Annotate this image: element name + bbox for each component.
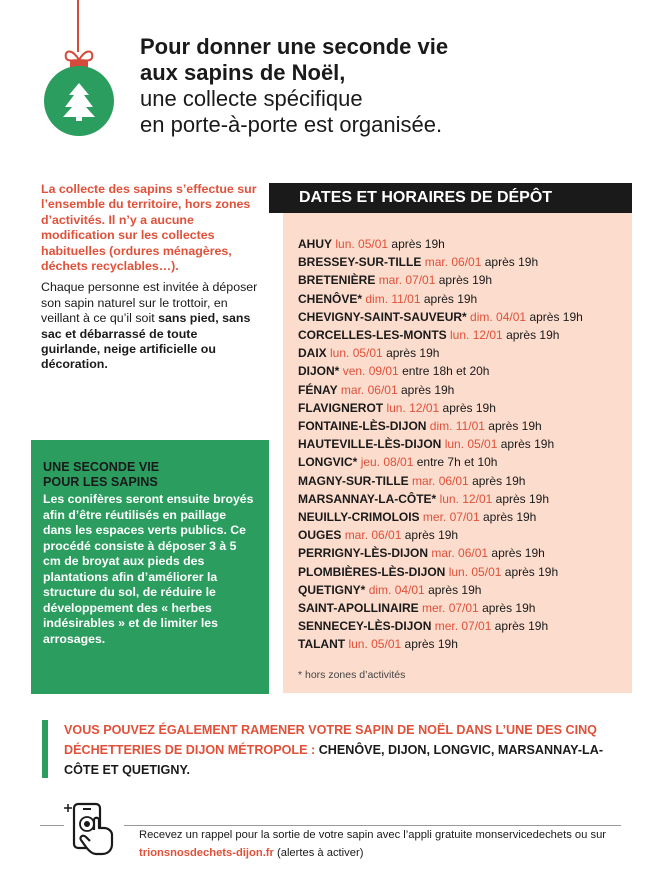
date-row: [298, 453, 628, 471]
date-row-time: après 19h: [391, 237, 445, 251]
date-row-town: PERRIGNY-LÈS-DIJON: [298, 546, 429, 561]
date-row-time: après 19h: [400, 382, 455, 397]
date-row-time: après 19h: [506, 328, 560, 343]
date-row-time: après 19h: [491, 546, 545, 561]
date-row-day: lun. 12/01: [439, 491, 493, 506]
date-row-town: NEUILLY-CRIMOLOIS: [298, 510, 420, 525]
date-row: [298, 544, 628, 562]
notice-bar: [42, 720, 48, 778]
date-row-town: AHUY: [298, 237, 333, 251]
date-row-day: lun. 05/01: [330, 346, 383, 361]
date-row-time: après 19h: [404, 528, 459, 543]
divider-left: [40, 825, 64, 826]
date-row-day: dim. 11/01: [429, 419, 485, 434]
date-row-day: jeu. 08/01: [360, 455, 414, 470]
date-row-day: mar. 06/01: [412, 473, 469, 488]
date-row: [298, 435, 628, 453]
second-life-title-line-2: POUR LES SAPINS: [43, 475, 158, 489]
date-row-day: lun. 12/01: [386, 400, 440, 415]
date-row-time: entre 18h et 20h: [402, 364, 490, 379]
dates-footnote: * hors zones d’activités: [298, 669, 406, 681]
intro-body-start: Chaque personne est invitée à déposer son sapin naturel sur le trottoir, en veillant à ce qu’il soit: [41, 280, 258, 326]
headline-line-1: Pour donner une seconde vie: [140, 34, 449, 59]
date-row: [298, 235, 628, 253]
date-row: [298, 417, 628, 435]
date-row-time: après 19h: [428, 582, 482, 597]
phone-hand-icon: [64, 800, 120, 858]
date-row-town: OUGES: [298, 528, 342, 543]
date-row-town: MARSANNAY-LA-CÔTE*: [298, 491, 437, 506]
date-row-town: QUETIGNY*: [298, 582, 366, 597]
date-row-town: HAUTEVILLE-LÈS-DIJON: [298, 437, 442, 452]
date-row-time: après 19h: [504, 564, 559, 579]
date-row-time: après 19h: [529, 309, 583, 324]
christmas-ornament-icon: [44, 66, 114, 136]
intro-body-bold: sans pied, sans sac et débarrassé de toute guirlande, neige artificielle ou décoration.: [41, 311, 251, 372]
second-life-title: [43, 460, 257, 490]
date-row-day: mar. 06/01: [344, 528, 402, 543]
date-row-day: lun. 05/01: [448, 564, 502, 579]
date-row-town: LONGVIC*: [298, 455, 358, 470]
date-row-time: après 19h: [484, 255, 539, 270]
date-row-time: après 19h: [495, 491, 550, 506]
date-row-day: mer. 07/01: [422, 601, 479, 616]
headline-line-2: aux sapins de Noël,: [140, 60, 346, 85]
date-row-town: SENNECEY-LÈS-DIJON: [298, 619, 432, 634]
headline-line-4: en porte-à-porte est organisée.: [140, 112, 443, 137]
date-row-day: ven. 09/01: [342, 364, 399, 379]
date-row-town: FÉNAY: [298, 382, 338, 397]
date-row-town: FLAVIGNEROT: [298, 400, 384, 415]
reminder-text-start: Recevez un rappel pour la sortie de votre sapin avec l’appli gratuite monservicedechets ou sur: [139, 829, 607, 841]
date-row-time: après 19h: [488, 419, 542, 434]
fir-tree-icon: [61, 81, 97, 121]
notice-dark-text: CHENÔVE, DIJON, LONGVIC, MARSANNAY-LA-CÔTE ET QUETIGNY.: [64, 743, 604, 777]
date-row: [298, 344, 628, 362]
date-row-town: DIJON*: [298, 364, 340, 379]
date-row-town: PLOMBIÈRES-LÈS-DIJON: [298, 564, 446, 579]
date-row: [298, 508, 628, 526]
dates-list: [298, 235, 628, 654]
date-row: [298, 326, 628, 344]
date-row: [298, 399, 628, 417]
date-row-day: lun. 05/01: [348, 637, 402, 652]
date-row: [298, 599, 628, 617]
date-row: [298, 271, 628, 289]
notice-red-text: VOUS POUVEZ ÉGALEMENT RAMENER VOTRE SAPIN DE NOËL DANS L’UNE DES CINQ DÉCHETTERIES DE DIJON MÉTROPOLE :: [64, 723, 597, 757]
date-row: [298, 635, 628, 653]
dates-box: [283, 183, 632, 693]
reminder-text: [139, 826, 609, 862]
date-row-time: après 19h: [423, 291, 478, 306]
website-link[interactable]: trionsnosdechets-dijon.fr: [139, 847, 274, 859]
dates-header: DATES ET HORAIRES DE DÉPÔT: [269, 183, 632, 213]
ornament-string: [77, 0, 79, 52]
date-row-time: après 19h: [482, 601, 536, 616]
date-row-town: BRETENIÈRE: [298, 273, 376, 288]
date-row-day: dim. 11/01: [365, 291, 421, 306]
date-row-day: lun. 12/01: [450, 328, 503, 343]
headline-line-3: une collecte spécifique: [140, 86, 363, 111]
date-row-day: mar. 06/01: [340, 382, 398, 397]
date-row-town: DAIX: [298, 346, 327, 361]
date-row-time: après 19h: [494, 619, 549, 634]
date-row: [298, 526, 628, 544]
date-row-town: MAGNY-SUR-TILLE: [298, 473, 409, 488]
second-life-box: [31, 440, 269, 694]
date-row-day: mar. 07/01: [378, 273, 436, 288]
date-row: [298, 362, 628, 380]
date-row-time: après 19h: [438, 273, 493, 288]
date-row-day: mar. 06/01: [424, 255, 482, 270]
date-row: [298, 581, 628, 599]
date-row-day: lun. 05/01: [444, 437, 498, 452]
date-row-time: après 19h: [442, 400, 496, 415]
date-row: [298, 290, 628, 308]
date-row-town: CHEVIGNY-SAINT-SAUVEUR*: [298, 309, 467, 324]
date-row-day: mer. 07/01: [434, 619, 492, 634]
second-life-text: Les conifères seront ensuite broyés afin d’être réutilisés en paillage dans les espaces verts publics. Ce procédé consiste à déposer 3 à 5 cm de broyat aux pieds des plantations afin d’améliorer la structure du sol, de réduire le développement des « herbes indésirables » et de limiter les arrosages.: [43, 492, 254, 646]
date-row: [298, 617, 628, 635]
notice-text: [64, 720, 634, 780]
date-row-day: mar. 06/01: [431, 546, 489, 561]
date-row: [298, 563, 628, 581]
date-row-time: après 19h: [472, 473, 526, 488]
date-row: [298, 490, 628, 508]
date-row: [298, 381, 628, 399]
date-row-day: dim. 04/01: [470, 309, 527, 324]
date-row-day: mer. 07/01: [422, 510, 480, 525]
date-row-town: BRESSEY-SUR-TILLE: [298, 255, 422, 270]
date-row-time: entre 7h et 10h: [416, 455, 498, 470]
date-row: [298, 253, 628, 271]
intro-red-text: La collecte des sapins s’effectue sur l’ensemble du territoire, hors zones d’activités. Il n’y a aucune modification sur les collectes habituelles (ordures ménagères, déchets recyclables…).: [41, 182, 257, 274]
reminder-text-end: (alertes à activer): [273, 847, 364, 859]
date-row-time: après 19h: [500, 437, 555, 452]
date-row-town: CORCELLES-LES-MONTS: [298, 328, 447, 343]
headline: [140, 34, 640, 138]
intro-body: [41, 280, 259, 372]
date-row-day: lun. 05/01: [335, 237, 389, 251]
date-row-town: CHENÔVE*: [298, 291, 363, 306]
date-row-town: FONTAINE-LÈS-DIJON: [298, 419, 427, 434]
date-row: [298, 308, 628, 326]
date-row-town: SAINT-APOLLINAIRE: [298, 601, 419, 616]
date-row-day: dim. 04/01: [368, 582, 425, 597]
intro-section: [41, 182, 259, 373]
date-row-time: après 19h: [482, 510, 537, 525]
date-row-time: après 19h: [404, 637, 458, 652]
second-life-title-line-1: UNE SECONDE VIE: [43, 460, 160, 474]
date-row: [298, 472, 628, 490]
date-row-time: après 19h: [386, 346, 440, 361]
date-row-town: TALANT: [298, 637, 346, 652]
